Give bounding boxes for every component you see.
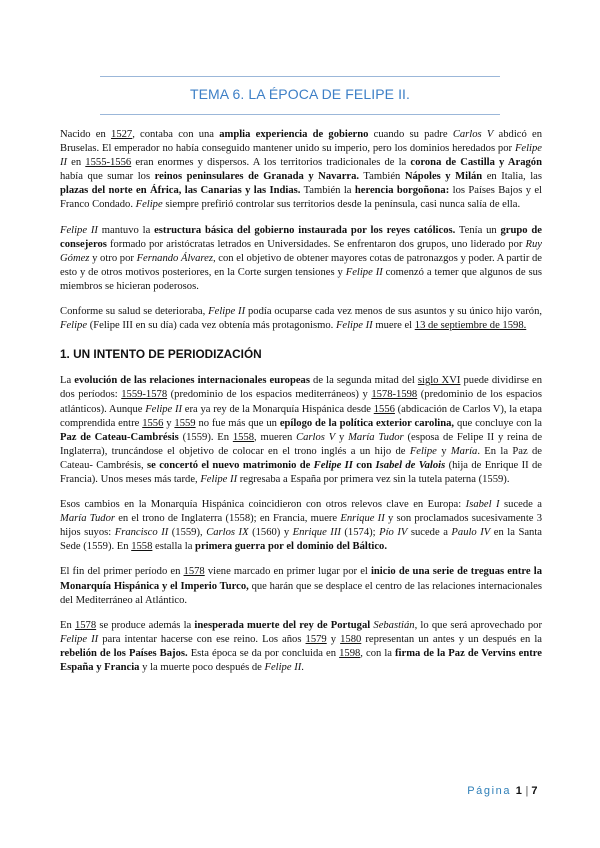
title-rule-bottom: [100, 114, 500, 115]
text-run: para intentar hacerse con ese reino. Los años: [98, 633, 306, 645]
text-run: Paulo IV: [451, 527, 491, 539]
text-run: Felipe II: [200, 473, 238, 485]
text-run: (1560) y: [248, 527, 293, 539]
text-run: Felipe: [409, 445, 437, 457]
text-run: . En la Paz de Cateau- Cambrésis,: [60, 445, 543, 471]
text-run: Felipe II: [208, 306, 246, 318]
text-run: corona de Castilla y Aragón: [410, 157, 543, 169]
text-run: viene marcado en primer lugar por el: [204, 566, 371, 578]
text-run: en: [67, 157, 86, 169]
text-run: También: [359, 171, 405, 183]
text-run: María Tudor: [348, 431, 404, 443]
text-run: y otro por: [89, 252, 137, 264]
text-run: 1558: [232, 431, 255, 443]
text-run: se produce además la: [96, 619, 195, 631]
text-run: Pío IV: [379, 527, 408, 539]
text-run: Esos cambios en la Monarquía Hispánica coincidieron con otros relevos clave en Europa:: [60, 499, 466, 511]
text-run: primera guerra por el dominio del Báltico.: [195, 541, 387, 553]
text-run: 1579: [305, 633, 327, 645]
text-run: 1558: [131, 541, 153, 553]
text-run: grupo de consejeros: [60, 224, 542, 250]
paragraph-3: [60, 305, 542, 333]
text-run: inesperada muerte del rey de Portugal: [194, 619, 371, 631]
text-run: 1578: [183, 566, 205, 578]
text-run: En: [60, 619, 75, 631]
text-run: (predominio de los espacios mediterráneos) y: [167, 389, 372, 401]
text-run: La: [60, 375, 75, 387]
paragraph-2: [60, 224, 542, 294]
text-run: Felipe II: [145, 403, 183, 415]
text-run: 1598: [339, 647, 361, 659]
text-run: en Italia, las: [482, 171, 542, 183]
text-run: 1555-1556: [85, 157, 132, 169]
text-run: y la muerte poco después de: [139, 662, 265, 673]
text-run: cuando su padre: [368, 129, 453, 140]
text-run: 1556: [373, 403, 395, 415]
text-run: había que sumar los: [60, 171, 155, 183]
paragraph-7: [60, 619, 542, 675]
text-run: Isabel de Valois: [375, 459, 446, 471]
text-run: rebelión de los Países Bajos.: [60, 647, 188, 659]
text-run: Francisco II: [114, 527, 169, 539]
text-run: y: [326, 633, 341, 645]
text-run: en la Santa Sede (1559). En: [60, 527, 542, 553]
text-run: muere el: [372, 320, 415, 332]
text-run: que harán que se desplace el centro de las relaciones internacionales del Mediterráneo al Atlántico.: [60, 580, 542, 606]
paragraph-5: [60, 498, 542, 554]
text-run: (hija de Enrique II de Francia). Unos meses más tarde,: [60, 459, 543, 485]
text-run: , mueren: [254, 431, 297, 443]
text-run: .: [301, 662, 304, 673]
paragraph-1: [60, 128, 542, 213]
text-run: Felipe II: [313, 459, 353, 471]
footer-total-pages: 7: [531, 785, 538, 797]
text-run: formado por aristócratas letrados en Universidades. Se enfrentaron dos grupos, uno liderado por: [106, 238, 526, 250]
footer-page-number: 1: [515, 785, 523, 797]
text-run: Sebastián: [373, 619, 415, 631]
text-run: representan un antes y un después en la: [361, 633, 542, 645]
text-run: sucede a: [407, 527, 452, 539]
text-run: con el objetivo de obtener mayores cotas de patronazgos y poder. A partir de esto y de otros motivos posteriores, en la Corte surgen tensiones y: [60, 252, 543, 278]
text-run: regresaba a España por primera vez sin la tutela paterna (1559).: [237, 473, 510, 485]
page-title: TEMA 6. LA ÉPOCA DE FELIPE II.: [189, 86, 411, 102]
text-run: era ya rey de la Monarquía Hispánica desde: [182, 403, 374, 415]
footer-separator: |: [522, 785, 532, 797]
text-run: Felipe II: [60, 224, 98, 236]
text-run: María: [450, 445, 478, 457]
text-run: El fin del primer período en: [60, 566, 184, 578]
text-run: (Felipe III en su día) cada vez obtenía más protagonismo.: [87, 320, 336, 332]
text-run: herencia borgoñona:: [354, 185, 450, 197]
text-run: evolución de las relaciones internacionales europeas: [74, 375, 310, 387]
page-footer: [467, 785, 538, 797]
text-run: Paz de Cateau-Cambrésis: [60, 431, 179, 443]
text-run: se concertó el nuevo matrimonio de: [147, 459, 314, 471]
text-run: Felipe II: [335, 320, 373, 332]
text-run: Ruy Gómez: [60, 238, 542, 264]
text-run: mantuvo la: [97, 224, 155, 236]
text-run: y son proclamados sucesivamente 3 hijos suyos:: [60, 513, 543, 539]
text-run: Enrique III: [292, 527, 341, 539]
text-run: Nápoles y Milán: [404, 171, 483, 183]
text-run: (esposa de Felipe II y reina de Inglaterra), truncándose el objetivo de colocar en el trono inglés a un hijo de: [60, 431, 543, 457]
text-run: y: [436, 445, 451, 457]
text-run: siempre prefirió controlar sus territorios desde la península, casi nunca salía de ella.: [162, 199, 521, 211]
text-run: Conforme su salud se deterioraba,: [60, 306, 209, 318]
text-run: (abdicación de Carlos V), la etapa comprendida entre: [60, 403, 543, 429]
text-run: con: [352, 459, 376, 471]
text-run: Tenía un: [455, 224, 501, 236]
text-run: Carlos V: [452, 129, 494, 140]
text-run: puede dividirse en dos períodos:: [60, 375, 542, 401]
paragraph-6: [60, 565, 542, 607]
text-run: estructura básica del gobierno instaurada por los reyes católicos.: [154, 224, 456, 236]
text-run: de la segunda mitad del: [309, 375, 418, 387]
text-run: no fue más que un: [195, 417, 280, 429]
text-run: , contaba con una: [132, 129, 220, 140]
text-run: siglo XVI: [417, 375, 461, 387]
text-run: y: [163, 417, 175, 429]
text-run: Felipe II: [264, 662, 302, 673]
text-run: sucede a: [499, 499, 543, 511]
text-run: y: [335, 431, 349, 443]
text-run: Esta época se da por concluida en: [187, 647, 340, 659]
text-run: , lo que será aprovechado por: [414, 619, 542, 631]
text-run: 1578: [74, 619, 97, 631]
text-run: Isabel I: [465, 499, 500, 511]
text-run: (predominio de los espacios atlánticos). Aunque: [60, 389, 542, 415]
text-run: estalla la: [152, 541, 196, 553]
text-run: Fernando Álvarez,: [136, 252, 216, 264]
paragraph-4: [60, 374, 542, 487]
title-rule-top: [100, 76, 500, 77]
text-run: 1559: [174, 417, 196, 429]
text-run: Carlos V: [296, 431, 336, 443]
text-run: Felipe: [60, 320, 88, 332]
text-run: Felipe: [135, 199, 163, 211]
text-run: 1578-1598: [371, 389, 418, 401]
text-run: comenzó a temer que algunos de sus miembros se hicieran poderosos.: [60, 266, 542, 292]
text-run: en el trono de Inglaterra (1558); en Francia, muere: [115, 513, 341, 525]
footer-label: Página: [467, 785, 512, 797]
text-run: (1574);: [340, 527, 380, 539]
text-run: Nacido en: [60, 129, 112, 140]
text-run: Felipe II: [345, 266, 383, 278]
text-run: 1559-1578: [121, 389, 168, 401]
text-run: eran enormes y dispersos. A los territorios tradicionales de la: [131, 157, 411, 169]
text-run: epílogo de la política exterior carolina,: [279, 417, 455, 429]
text-run: (1559). En: [178, 431, 233, 443]
text-run: 1527: [111, 129, 133, 140]
text-run: Felipe II: [60, 633, 99, 645]
text-run: plazas del norte en África, las Canarias y las Indias.: [60, 185, 301, 197]
text-run: También la: [300, 185, 355, 197]
text-run: , con la: [360, 647, 396, 659]
text-run: Carlos IX: [206, 527, 249, 539]
text-run: Felipe II: [60, 143, 542, 169]
text-run: podía ocuparse cada vez menos de sus asuntos y su único hijo varón,: [245, 306, 543, 318]
text-run: 1580: [340, 633, 362, 645]
text-run: María Tudor: [60, 513, 116, 525]
text-run: Enrique II: [340, 513, 385, 525]
text-run: (1559),: [168, 527, 207, 539]
text-run: amplia experiencia de gobierno: [219, 129, 369, 140]
text-run: 1556: [142, 417, 164, 429]
text-run: firma de la Paz de Vervins entre España y Francia: [60, 647, 542, 673]
text-run: 13 de septiembre de 1598.: [414, 320, 527, 332]
text-run: los Países Bajos y el Franco Condado.: [60, 185, 543, 211]
document-body: [60, 128, 542, 686]
section-heading: 1. UN INTENTO DE PERIODIZACIÓN: [60, 347, 262, 362]
text-run: reinos peninsulares de Granada y Navarra.: [154, 171, 360, 183]
text-run: que concluye con la: [454, 417, 542, 429]
text-run: inicio de una serie de treguas entre la Monarquía Hispánica y el Imperio Turco,: [60, 566, 542, 592]
text-run: abdicó en Bruselas. El emperador no había conseguido mantener unido su imperio, pero los dominios heredados por: [60, 129, 542, 155]
